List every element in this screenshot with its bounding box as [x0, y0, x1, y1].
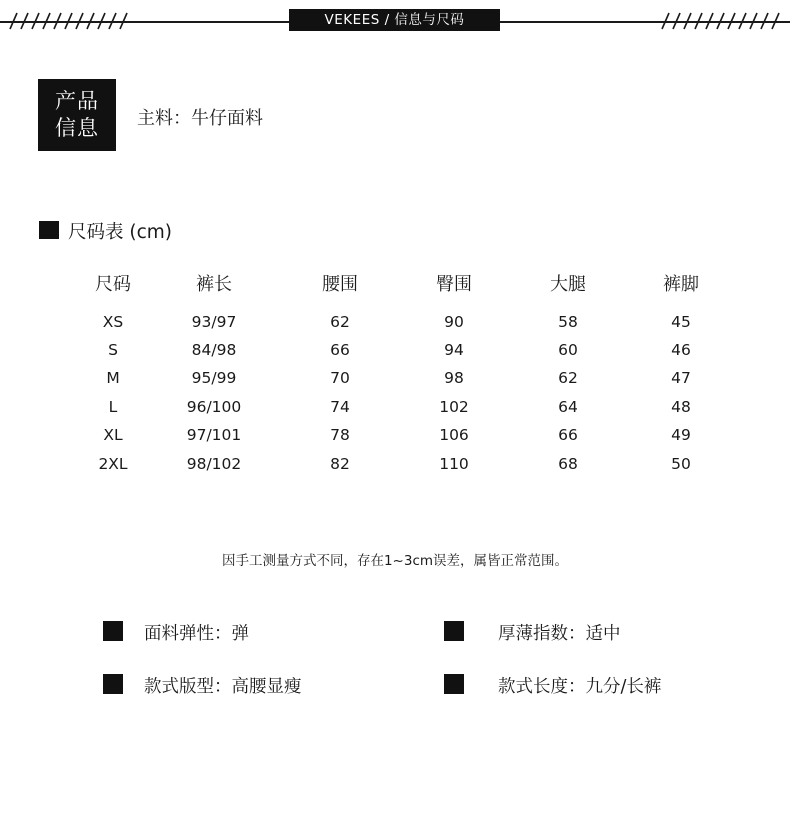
cell-size: S	[108, 341, 118, 359]
cell-thigh: 64	[558, 398, 578, 416]
cell-thigh: 58	[558, 313, 578, 331]
attribute-bullet-icon	[103, 674, 123, 694]
attribute-elasticity	[144, 620, 249, 645]
cell-waist: 82	[330, 455, 350, 473]
cell-size: XL	[103, 426, 123, 444]
attribute-bullet-icon	[103, 621, 123, 641]
hatch-decoration-left	[6, 12, 134, 30]
cell-hem: 49	[671, 426, 691, 444]
header-banner: VEKEES / 信息与尺码	[289, 9, 500, 31]
cell-length: 96/100	[186, 398, 242, 416]
product-info-badge	[38, 79, 116, 151]
cell-hem: 46	[671, 341, 691, 359]
attribute-value: 适中	[585, 624, 621, 644]
cell-size: L	[108, 398, 118, 416]
cell-waist: 70	[330, 369, 350, 387]
cell-hip: 90	[444, 313, 464, 331]
cell-thigh: 60	[558, 341, 578, 359]
cell-waist: 66	[330, 341, 350, 359]
attribute-thickness	[498, 620, 621, 645]
product-info-badge-line2: 信息	[55, 116, 99, 140]
material-text: 主料：牛仔面料	[137, 108, 263, 129]
cell-length: 84/98	[191, 341, 237, 359]
attribute-label: 款式版型：	[144, 677, 232, 697]
column-header-thigh: 大腿	[550, 274, 586, 295]
column-header-hem: 裤脚	[663, 274, 699, 295]
attribute-value: 九分/长裤	[585, 677, 662, 697]
cell-hem: 48	[671, 398, 691, 416]
cell-hem: 47	[671, 369, 691, 387]
column-header-length: 裤长	[196, 274, 232, 295]
cell-hem: 50	[671, 455, 691, 473]
attribute-label: 厚薄指数：	[498, 624, 586, 644]
cell-thigh: 62	[558, 369, 578, 387]
column-header-hip: 臀围	[436, 274, 472, 295]
cell-length: 93/97	[191, 313, 237, 331]
cell-thigh: 66	[558, 426, 578, 444]
attribute-label: 款式长度：	[498, 677, 586, 697]
cell-waist: 74	[330, 398, 350, 416]
cell-size: 2XL	[98, 455, 128, 473]
column-header-size: 尺码	[95, 274, 131, 295]
cell-waist: 78	[330, 426, 350, 444]
attribute-fit	[144, 673, 302, 698]
cell-hip: 106	[439, 426, 469, 444]
column-header-waist: 腰围	[322, 274, 358, 295]
size-chart-bullet-icon	[39, 221, 59, 239]
hatch-decoration-right	[658, 12, 786, 30]
attribute-bullet-icon	[444, 674, 464, 694]
attribute-bullet-icon	[444, 621, 464, 641]
cell-hip: 94	[444, 341, 464, 359]
attribute-label: 面料弹性：	[144, 624, 232, 644]
cell-length: 95/99	[191, 369, 237, 387]
product-info-badge-line1: 产品	[55, 89, 99, 113]
cell-hip: 102	[439, 398, 469, 416]
cell-hem: 45	[671, 313, 691, 331]
cell-length: 97/101	[186, 426, 242, 444]
measurement-note: 因手工测量方式不同，存在1~3cm误差，属皆正常范围。	[221, 553, 569, 569]
cell-hip: 98	[444, 369, 464, 387]
cell-size: M	[106, 369, 120, 387]
attribute-value: 高腰显瘦	[231, 677, 302, 697]
cell-waist: 62	[330, 313, 350, 331]
cell-thigh: 68	[558, 455, 578, 473]
attribute-length	[498, 673, 661, 698]
cell-length: 98/102	[186, 455, 242, 473]
attribute-value: 弹	[231, 624, 249, 644]
cell-size: XS	[102, 313, 124, 331]
size-chart-title: 尺码表 (cm)	[68, 222, 173, 243]
cell-hip: 110	[439, 455, 469, 473]
